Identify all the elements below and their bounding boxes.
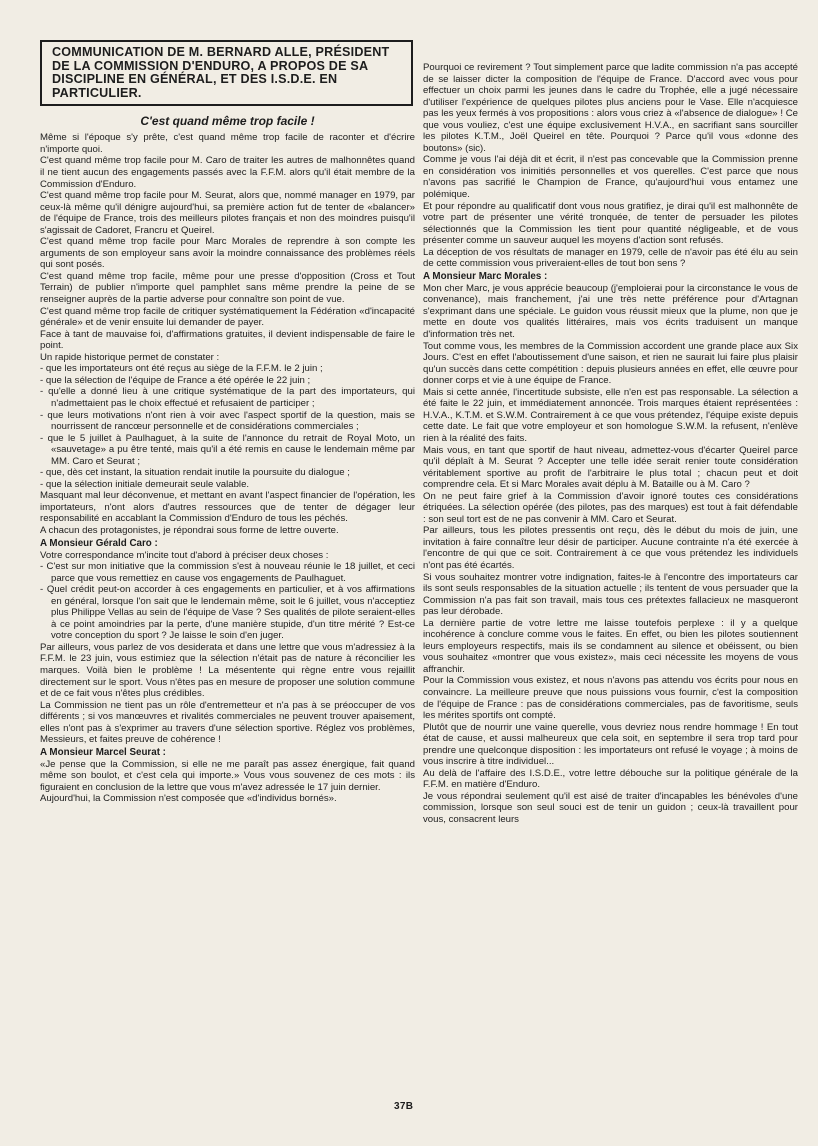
caro-list <box>40 561 415 642</box>
paragraph: Par ailleurs, tous les pilotes pressentis ont reçu, dès le début du mois de juin, une invitation à faire connaître leur désir de participer. Aucune contrainte n'a été exercée à l'encontre de qui que ce soit. Contrairement à ce que vous prétendez les individuels n'ont pas été écartés. <box>423 525 798 571</box>
paragraph: C'est quand même trop facile pour M. Seurat, alors que, nommé manager en 1979, par ceux-là même qu'il dénigre aujourd'hui, sa première action fut de tenter de «balancer» de l'équipe de France, trois des meilleurs pilotes français et non des moindres puisqu'il s'agissait de Cadoret, Francru et Queirel. <box>40 190 415 236</box>
seurat-heading: A Monsieur Marcel Seurat : <box>40 746 166 758</box>
caro-heading: A Monsieur Gérald Caro : <box>40 537 158 549</box>
paragraph: La dernière partie de votre lettre me laisse toutefois perplexe : il y a quelque incohérence à conclure comme vous le faites. En effet, ou bien les pilotes soutiennent leurs employeurs respectifs, mais ils se condamnent au silence et obéissent, ou bien vous souhaitez «montrer que vous existez», mais ceci nécessite les moyens de vous affranchir. <box>423 617 798 675</box>
paragraph: C'est quand même trop facile, même pour une presse d'opposition (Cross et Tout Terrain) de publier n'importe quel pamphlet sans même prendre la peine de se renseigner auprès de la partie adverse pour connaître son point de vue. <box>40 270 415 306</box>
paragraph: Aujourd'hui, la Commission n'est composée que «d'individus bornés». <box>40 793 337 805</box>
paragraph: Plutôt que de nourrir une vaine querelle, vous devriez nous rendre hommage ! En tout état de cause, et aussi malheureux que cela soit, en septembre il sera trop tard pour prendre une quelconque disposition : les importateurs ont refusé le voyage ; à moins de vous inscrire à titre individuel... <box>423 721 798 768</box>
paragraph: Si vous souhaitez montrer votre indignation, faites-le à l'encontre des importateurs car ils sont seuls responsables de la situation actuelle ; ils tentent de vous persuader que la Commission n'a pas fait son travail, mais tous ces prétextes fallacieux ne masqueront pas leur dérobade. <box>423 571 798 618</box>
paragraph: Je vous répondrai seulement qu'il est aisé de traiter d'incapables les bénévoles d'une commission, lorsque son seul souci est de tenir un guidon ; ceux-là travaillent pour vous, consacrent leurs <box>423 790 798 825</box>
paragraph: Mais vous, en tant que sportif de haut niveau, admettez-vous d'écarter Queirel parce qu'il déplaît à M. Seurat ? Accepter une telle idée serait renier toute considération véritablement sportive au profit de l'arbitraire le plus total ; chacun peut et doit comprendre cela. Et si Marc Morales avait déplu à M. Bataille ou à M. Caro ? <box>423 444 798 491</box>
paragraph: C'est quand même trop facile pour Marc Morales de reprendre à son compte les arguments de son employeur sans avoir la moindre connaissance des problèmes réels qui sont posés. <box>40 236 415 271</box>
paragraph: Pourquoi ce revirement ? Tout simplement parce que ladite commission n'a pas accepté de se laisser dicter la composition de l'équipe de France. D'accord avec vous pour effectuer un choix parmi les jeunes dans le cadre du Trophée, elle a jugé nécessaire d'utiliser l'expérience de quelques pilotes plus anciens pour le Vase. Elle n'acquiesce pas les yeux fermés à vos propositions : alors vous criez à «l'absence de dialogue» ! Ce que vous vouliez, c'est une équipe exclusivement H.V.A., en sacrifiant sans sourciller les pilotes K.T.M., Joël Queirel en tête. Pourquoi ? Parce qu'il vous «donne des boutons» (sic). <box>423 62 798 154</box>
paragraph: Tout comme vous, les membres de la Commission accordent une grande place aux Six Jours. C'est en effet l'aboutissement d'une saison, et rien ne saurait lui faire plus plaisir qu'un succès dans cette compétition : depuis plusieurs années en effet, elle œuvre pour donner corps et vie à une équipe de France. <box>423 340 798 387</box>
right-column <box>423 62 798 1102</box>
paragraph: La Commission ne tient pas un rôle d'entremetteur et n'a pas à se préoccuper de vos différents ; si vos manœuvres et rivalités commerciales ne peuvent trouver apaisement, elles n'ont pas à s'exprimer au travers d'une sélection sportive. Réglez vos problèmes, Messieurs, et faites preuve de cohérence ! <box>40 699 415 746</box>
list-item: - que le 5 juillet à Paulhaguet, à la suite de l'annonce du retrait de Royal Moto, un «sauvetage» a pu être tenté, mais qu'il a été remis en cause le lendemain même par MM. Caro et Seurat ; <box>40 433 415 468</box>
list-item: - Quel crédit peut-on accorder à ces engagements en particulier, et à vos affirmations en général, lorsque l'on sait que le lendemain même, soit le 6 juillet, vous n'acceptiez plus Philippe Vellas au sein de l'équipe de Vase ? Ses qualités de pilote seraient-elles à ce point amoindries par la perte, d'une manière stupide, d'un titre mérité ? Est-ce votre conception du sport ? Je laisse le soin d'en juger. <box>40 584 415 642</box>
paragraph: Par ailleurs, vous parlez de vos desiderata et dans une lettre que vous m'adressiez à la F.F.M. le 23 juin, vous estimiez que la sélection n'était pas de nature à réconcilier les marques. Voilà bien le problème ! La mésentente qui règne entre vous rejaillit directement sur le sport. Vous n'êtes pas en mesure de proposer une solution commune et de ce fait vous n'êtes plus crédibles. <box>40 641 415 700</box>
list-item: - que les importateurs ont été reçus au siège de la F.F.M. le 2 juin ; <box>40 363 415 375</box>
paragraph: La déception de vos résultats de manager en 1979, celle de n'avoir pas été élu au sein de cette commission vous priveraient-elles de tout bon sens ? <box>423 246 798 270</box>
history-list <box>40 363 415 490</box>
list-item: - que, dès cet instant, la situation rendait inutile la poursuite du dialogue ; <box>40 467 415 479</box>
paragraph: Même si l'époque s'y prête, c'est quand même trop facile de raconter et d'écrire n'importe quoi. <box>40 132 415 155</box>
list-item: - qu'elle a donné lieu à une critique systématique de la part des importateurs, qui n'admettaient pas le choix effectué et refusaient de participer ; <box>40 386 415 409</box>
list-item: - que la sélection initiale demeurait seule valable. <box>40 479 415 491</box>
paragraph: C'est quand même trop facile de critiquer systématiquement la Fédération «d'incapacité générale» et de venir ensuite lui demander de payer. <box>40 305 415 329</box>
paragraph: Mon cher Marc, je vous apprécie beaucoup (j'emploierai pour la circonstance le vous de convenance), mais franchement, j'ai une très nette préférence pour d'Artagnan s'exprimant dans une spéciale. Le guidon vous réussit mieux que la plume, non que je mette en doute vos qualités littéraires, mais vos écrits traduisent un manque d'information très net. <box>423 282 798 341</box>
list-item: - que la sélection de l'équipe de France a été opérée le 22 juin ; <box>40 375 415 387</box>
paragraph: Face à tant de mauvaise foi, d'affirmations gratuites, il devient indispensable de faire le point. <box>40 328 415 352</box>
page-number: 37B <box>394 1101 414 1112</box>
paragraph: Et pour répondre au qualificatif dont vous nous gratifiez, je dirai qu'il est malhonnête de votre part de présenter une vérité tronquée, de tenter de persuader les pilotes sélectionnés que la Commission les tient pour quantité négligeable, et de vous présenter comme un sauveur auquel les moyens d'action sont refusés. <box>423 200 798 247</box>
paragraph: Comme je vous l'ai déjà dit et écrit, il n'est pas concevable que la Commission prenne en considération vos inimitiés personnelles et vos querelles. C'est parce que nous n'avons pas sacrifié le Champion de France, qu'aujourd'hui vous entamez une polémique. <box>423 154 798 201</box>
left-column <box>40 40 415 1100</box>
paragraph: A chacun des protagonistes, je répondrai sous forme de lettre ouverte. <box>40 524 339 536</box>
list-item: - que leurs motivations n'ont rien à voir avec l'aspect sportif de la question, mais se nourrissent de rancœur personnelle et de considérations commerciales ; <box>40 410 415 433</box>
paragraph: «Je pense que la Commission, si elle ne me paraît pas assez énergique, fait quand même son boulot, et c'est cela qui importe.» Vous vous souvenez de ces mots : ils figuraient en conclusion de la lettre que vous m'avez adressée le 17 juin dernier. <box>40 758 415 793</box>
intro-section <box>40 132 415 363</box>
morales-heading: A Monsieur Marc Morales : <box>423 270 548 282</box>
paragraph: Votre correspondance m'incite tout d'abord à préciser deux choses : <box>40 549 329 561</box>
paragraph: Un rapide historique permet de constater : <box>40 351 220 363</box>
list-item: - C'est sur mon initiative que la commission s'est à nouveau réunie le 18 juillet, et ceci parce que vous remettiez en cause vos engagements de Paulhaguet. <box>40 561 415 584</box>
paragraph: On ne peut faire grief à la Commission d'avoir ignoré toutes ces considérations étriquées. La sélection opérée (des pilotes, pas des marques) est tout à fait défendable : son seul tort est de ne pas convenir à MM. Caro et Seurat. <box>423 490 798 525</box>
paragraph: Au delà de l'affaire des I.S.D.E., votre lettre débouche sur la politique générale de la F.F.M. en matière d'Enduro. <box>423 767 798 791</box>
paragraph: Mais si cette année, l'incertitude subsiste, elle n'en est pas responsable. La sélection a été faite le 22 juin, et immédiatement annoncée. Trois marques étaient représentées : H.V.A., K.T.M. et S.W.M. Contrairement à ce que vous prétendez, l'équipe existe depuis cette date. Le fait que votre employeur et son homologue S.W.M. la refusent, n'enlève rien à la réalité des faits. <box>423 386 798 444</box>
article-subheadline: C'est quand même trop facile ! <box>140 114 315 129</box>
paragraph: Masquant mal leur déconvenue, et mettant en avant l'aspect financier de l'opération, les importateurs, n'ont alors d'autres ressources que de tenter de dégager leur responsabilité en accablant la Commission d'Enduro de tous les péchés. <box>40 490 415 525</box>
paragraph: Pour la Commission vous existez, et nous n'avons pas attendu vos écrits pour nous en convaincre. La meilleure preuve que nous puissions vous fournir, c'est la composition de l'équipe de France : pas de considérations commerciales, pas de favoritisme, seuls les mérites sportifs ont compté. <box>423 675 798 722</box>
article-headline: COMMUNICATION DE M. BERNARD ALLE, PRÉSIDENT DE LA COMMISSION D'ENDURO, A PROPOS DE SA DISCIPLINE EN GÉNÉRAL, ET DES I.S.D.E. EN PARTICULIER. <box>40 40 413 106</box>
paragraph: C'est quand même trop facile pour M. Caro de traiter les autres de malhonnêtes quand il ne tient aucun des engagements passés avec la F.F.M. alors qu'il était membre de la Commission d'Enduro. <box>40 155 415 190</box>
